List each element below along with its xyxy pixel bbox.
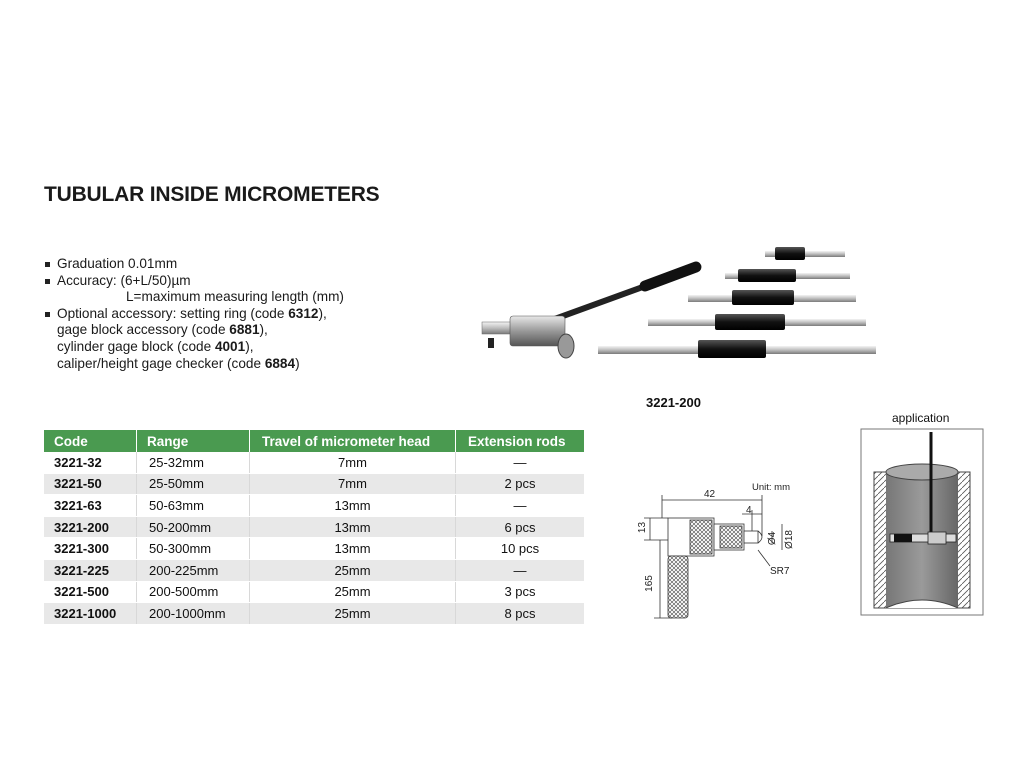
cell-travel: 25mm	[250, 559, 456, 581]
table-row	[44, 581, 584, 603]
cell-code: 3221-63	[44, 495, 137, 517]
cell-travel: 13mm	[250, 516, 456, 538]
cell-rods: 6 pcs	[456, 516, 585, 538]
spec-graduation: Graduation 0.01mm	[44, 256, 464, 273]
cell-range: 200-500mm	[137, 581, 250, 603]
cell-travel: 13mm	[250, 538, 456, 560]
cell-rods: —	[456, 452, 585, 473]
cell-range: 50-300mm	[137, 538, 250, 560]
table-row	[44, 538, 584, 560]
cell-range: 200-225mm	[137, 559, 250, 581]
cell-code: 3221-50	[44, 473, 137, 495]
dim-4: 4	[746, 505, 752, 516]
extension-rod-4	[648, 314, 866, 330]
spec-accuracy: Accuracy: (6+L/50)µm	[44, 273, 464, 290]
extension-rod-3	[688, 290, 856, 305]
cell-code: 3221-32	[44, 452, 137, 473]
cell-code: 3221-200	[44, 516, 137, 538]
table-header-row	[44, 430, 584, 452]
cell-code: 3221-1000	[44, 603, 137, 625]
dim-42: 42	[704, 489, 716, 500]
spec-cylinder-gage: cylinder gage block (code 4001),	[57, 338, 254, 354]
cell-range: 50-63mm	[137, 495, 250, 517]
spec-list	[44, 256, 464, 372]
header-range: Range	[137, 430, 250, 452]
table-row	[44, 516, 584, 538]
dim-sr7: SR7	[770, 566, 790, 577]
spec-optional-accessory: Optional accessory: setting ring (code 6312),	[44, 306, 464, 323]
cell-travel: 7mm	[250, 452, 456, 473]
cell-travel: 7mm	[250, 473, 456, 495]
cell-rods: —	[456, 559, 585, 581]
product-photo	[470, 240, 890, 380]
header-code: Code	[44, 430, 137, 452]
cell-code: 3221-500	[44, 581, 137, 603]
dim-13: 13	[637, 521, 649, 534]
cell-rods: 2 pcs	[456, 473, 585, 495]
spec-accuracy-note: L=maximum measuring length (mm)	[126, 289, 344, 305]
application-caption: application	[892, 411, 950, 425]
table-row	[44, 452, 584, 473]
cell-rods: 10 pcs	[456, 538, 585, 560]
header-extension-rods: Extension rods	[456, 430, 585, 452]
cell-range: 50-200mm	[137, 516, 250, 538]
table-row	[44, 495, 584, 517]
extension-rod-1	[765, 247, 845, 260]
table-row	[44, 473, 584, 495]
page-title: TUBULAR INSIDE MICROMETERS	[44, 183, 380, 206]
cell-travel: 25mm	[250, 581, 456, 603]
cell-code: 3221-300	[44, 538, 137, 560]
table-row	[44, 559, 584, 581]
application-illustration	[860, 428, 984, 616]
header-travel: Travel of micrometer head	[250, 430, 456, 452]
cell-range: 25-32mm	[137, 452, 250, 473]
spec-gage-block: gage block accessory (code 6881),	[57, 322, 268, 338]
code-cylinder-gage: 4001	[214, 338, 246, 354]
dim-d4: Ø4	[767, 531, 779, 546]
micrometer-head	[482, 316, 574, 358]
extension-rod-2	[725, 269, 850, 282]
dim-d18: Ø18	[783, 530, 795, 549]
code-setting-ring: 6312	[288, 305, 319, 321]
cell-travel: 25mm	[250, 603, 456, 625]
cell-range: 200-1000mm	[137, 603, 250, 625]
spec-table	[44, 430, 585, 625]
table-row	[44, 603, 584, 625]
extension-rod-5	[598, 340, 876, 358]
cell-code: 3221-225	[44, 559, 137, 581]
unit-label: Unit: mm	[752, 482, 790, 493]
spec-caliper-checker: caliper/height gage checker (code 6884)	[57, 355, 300, 371]
cell-rods: 8 pcs	[456, 603, 585, 625]
cell-travel: 13mm	[250, 495, 456, 517]
dim-165: 165	[643, 575, 655, 592]
dimension-drawing	[632, 478, 802, 628]
cell-rods: —	[456, 495, 585, 517]
photo-caption: 3221-200	[646, 395, 701, 410]
cell-rods: 3 pcs	[456, 581, 585, 603]
cell-range: 25-50mm	[137, 473, 250, 495]
code-caliper-checker: 6884	[264, 355, 296, 371]
code-gage-block: 6881	[229, 322, 260, 338]
